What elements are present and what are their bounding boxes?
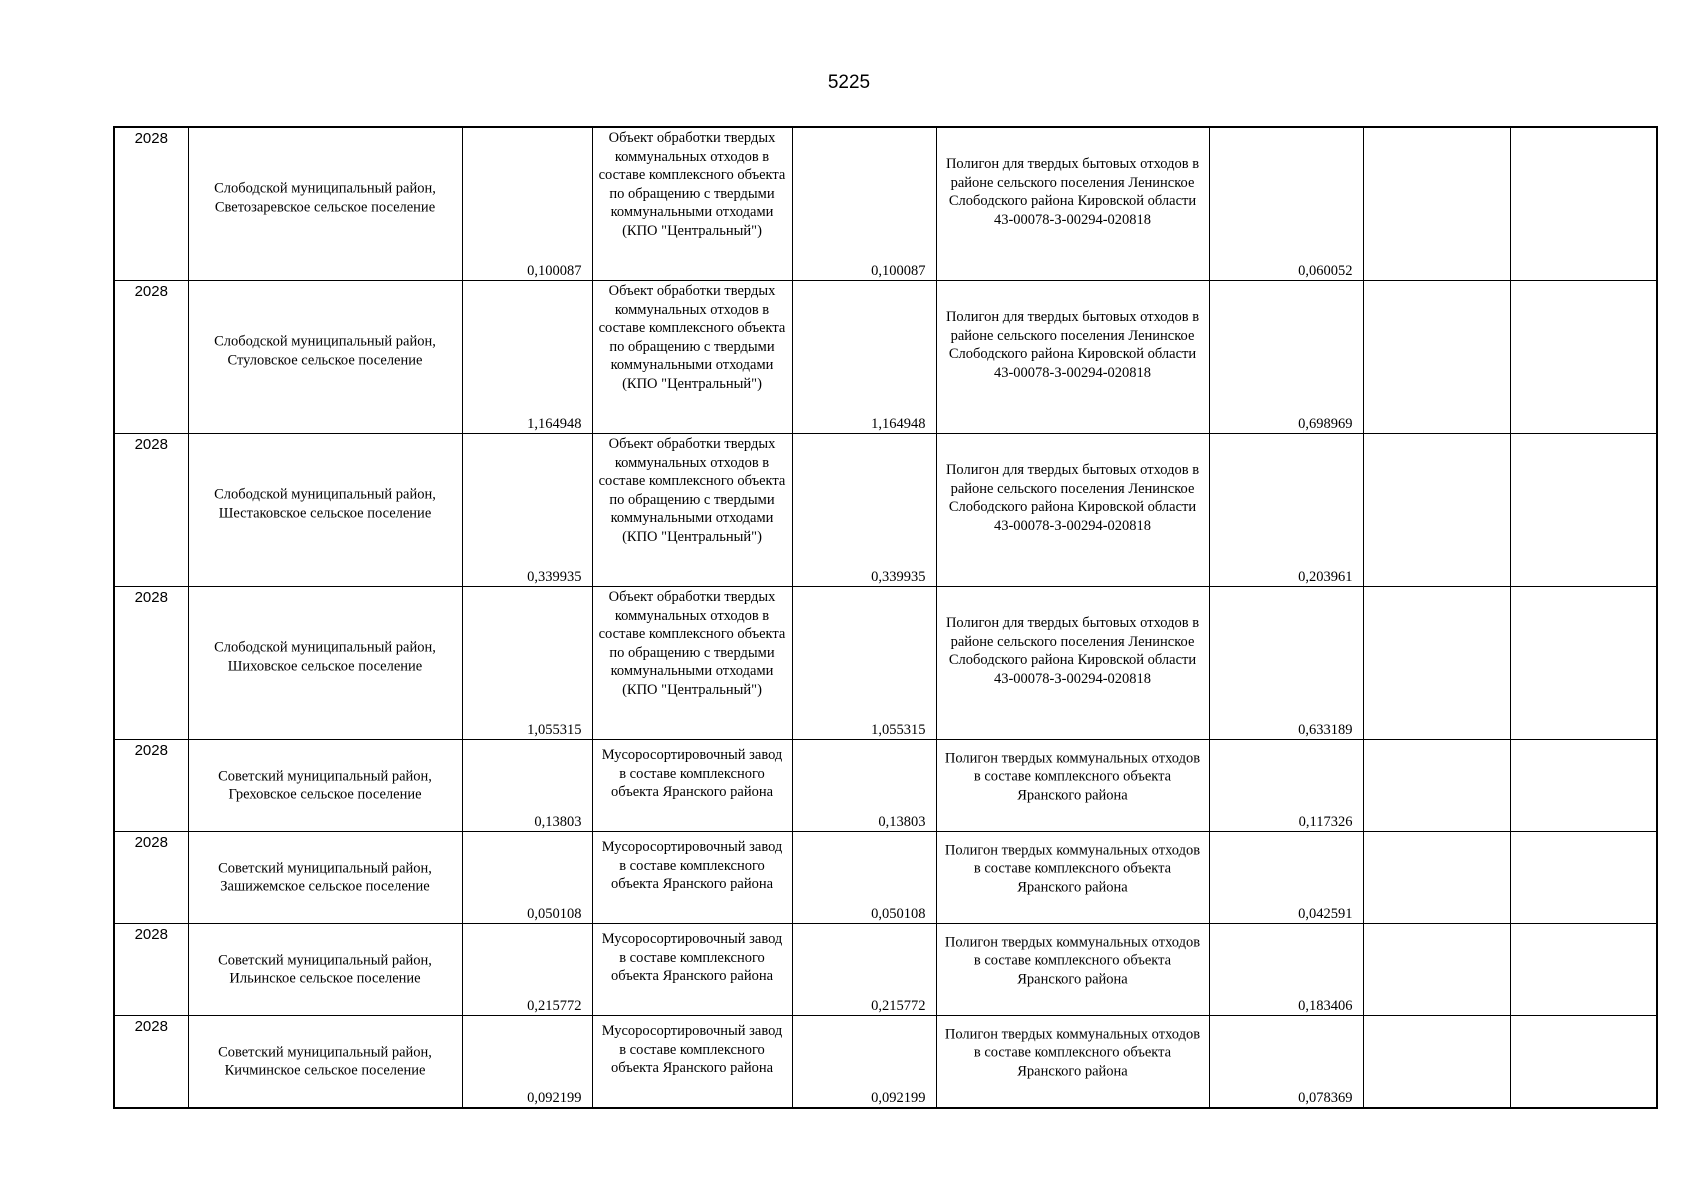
volume-cell xyxy=(462,924,592,1016)
disposal-volume-value: 0,078369 xyxy=(1298,1089,1353,1106)
empty-cell xyxy=(1510,740,1657,832)
volume-value: 0,215772 xyxy=(527,997,582,1014)
municipality-cell xyxy=(188,127,462,281)
empty-cell xyxy=(1363,832,1510,924)
volume-cell xyxy=(462,587,592,740)
municipality-cell xyxy=(188,1016,462,1109)
table-row xyxy=(114,832,1657,924)
year-text: 2028 xyxy=(134,742,168,759)
processing-volume-value: 1,164948 xyxy=(871,415,926,432)
year-text: 2028 xyxy=(134,436,168,453)
year-cell xyxy=(114,832,188,924)
municipality-text: Слободской муниципальный район, Шестаковское сельское поселение xyxy=(214,486,436,522)
disposal-facility-cell xyxy=(936,924,1209,1016)
processing-volume-value: 0,13803 xyxy=(878,813,926,830)
empty-cell xyxy=(1363,924,1510,1016)
disposal-facility-cell xyxy=(936,1016,1209,1109)
year-text: 2028 xyxy=(134,130,168,147)
disposal-facility-text: Полигон для твердых бытовых отходов в районе сельского поселения Ленинское Слободского района Кировской области 43-00078-З-00294-020818 xyxy=(945,156,1200,228)
municipality-text: Советский муниципальный район, Ильинское сельское поселение xyxy=(218,952,432,987)
municipality-text: Советский муниципальный район, Кичминское сельское поселение xyxy=(218,1044,432,1079)
processing-volume-value: 0,339935 xyxy=(871,568,926,585)
table-row xyxy=(114,587,1657,740)
table-row xyxy=(114,1016,1657,1109)
disposal-facility-cell xyxy=(936,281,1209,434)
disposal-facility-cell xyxy=(936,587,1209,740)
processing-facility-cell xyxy=(592,740,792,832)
volume-cell xyxy=(462,127,592,281)
processing-volume-cell xyxy=(792,434,936,587)
empty-cell xyxy=(1363,127,1510,281)
disposal-facility-text: Полигон твердых коммунальных отходов в составе комплексного объекта Яранского района xyxy=(944,1025,1201,1079)
processing-volume-value: 0,100087 xyxy=(871,262,926,279)
processing-facility-text: Объект обработки твердых коммунальных отходов в составе комплексного объекта по обращению с твердыми коммунальными отходами (КПО "Центральный") xyxy=(598,436,786,545)
year-cell xyxy=(114,1016,188,1109)
empty-cell xyxy=(1363,434,1510,587)
empty-cell xyxy=(1510,1016,1657,1109)
empty-cell xyxy=(1510,587,1657,740)
disposal-volume-value: 0,042591 xyxy=(1298,905,1353,922)
processing-facility-text: Мусоросортировочный завод в составе комплексного объекта Яранского района xyxy=(601,931,783,984)
year-cell xyxy=(114,434,188,587)
volume-value: 0,339935 xyxy=(527,568,582,585)
processing-volume-value: 0,092199 xyxy=(871,1089,926,1106)
municipality-text: Слободской муниципальный район, Светозаревское сельское поселение xyxy=(214,180,436,216)
disposal-volume-cell xyxy=(1209,434,1363,587)
processing-facility-text: Мусоросортировочный завод в составе комплексного объекта Яранского района xyxy=(601,839,783,892)
processing-facility-cell xyxy=(592,832,792,924)
disposal-volume-cell xyxy=(1209,587,1363,740)
processing-facility-text: Мусоросортировочный завод в составе комплексного объекта Яранского района xyxy=(601,1023,783,1076)
municipality-text: Советский муниципальный район, Греховское сельское поселение xyxy=(218,768,432,803)
disposal-facility-cell xyxy=(936,832,1209,924)
processing-volume-cell xyxy=(792,924,936,1016)
municipality-cell xyxy=(188,924,462,1016)
processing-facility-text: Объект обработки твердых коммунальных отходов в составе комплексного объекта по обращению с твердыми коммунальными отходами (КПО "Центральный") xyxy=(598,283,786,392)
volume-cell xyxy=(462,740,592,832)
disposal-volume-value: 0,183406 xyxy=(1298,997,1353,1014)
volume-cell xyxy=(462,434,592,587)
year-cell xyxy=(114,587,188,740)
disposal-facility-text: Полигон твердых коммунальных отходов в составе комплексного объекта Яранского района xyxy=(944,841,1201,895)
empty-cell xyxy=(1363,1016,1510,1109)
empty-cell xyxy=(1510,281,1657,434)
empty-cell xyxy=(1510,924,1657,1016)
empty-cell xyxy=(1510,434,1657,587)
processing-facility-cell xyxy=(592,924,792,1016)
page-number: 5225 xyxy=(827,72,871,93)
volume-value: 0,050108 xyxy=(527,905,582,922)
municipality-text: Слободской муниципальный район, Шиховское сельское поселение xyxy=(214,639,436,675)
municipality-cell xyxy=(188,587,462,740)
disposal-volume-value: 0,698969 xyxy=(1298,415,1353,432)
year-text: 2028 xyxy=(134,834,168,851)
disposal-facility-cell xyxy=(936,740,1209,832)
disposal-volume-cell xyxy=(1209,924,1363,1016)
table-row xyxy=(114,281,1657,434)
year-cell xyxy=(114,924,188,1016)
volume-value: 1,164948 xyxy=(527,415,582,432)
year-cell xyxy=(114,281,188,434)
waste-flow-table xyxy=(113,126,1658,1109)
disposal-volume-value: 0,060052 xyxy=(1298,262,1353,279)
disposal-volume-value: 0,633189 xyxy=(1298,721,1353,738)
processing-volume-cell xyxy=(792,832,936,924)
disposal-volume-cell xyxy=(1209,1016,1363,1109)
municipality-text: Советский муниципальный район, Зашижемское сельское поселение xyxy=(218,860,432,895)
volume-value: 0,092199 xyxy=(527,1089,582,1106)
municipality-cell xyxy=(188,281,462,434)
disposal-facility-text: Полигон для твердых бытовых отходов в районе сельского поселения Ленинское Слободского района Кировской области 43-00078-З-00294-020818 xyxy=(945,462,1200,534)
processing-volume-cell xyxy=(792,127,936,281)
processing-facility-text: Объект обработки твердых коммунальных отходов в составе комплексного объекта по обращению с твердыми коммунальными отходами (КПО "Центральный") xyxy=(598,589,786,698)
year-text: 2028 xyxy=(134,589,168,606)
processing-facility-cell xyxy=(592,281,792,434)
municipality-text: Слободской муниципальный район, Стуловское сельское поселение xyxy=(214,333,436,369)
processing-volume-value: 1,055315 xyxy=(871,721,926,738)
table-row xyxy=(114,924,1657,1016)
disposal-volume-cell xyxy=(1209,832,1363,924)
processing-volume-value: 0,050108 xyxy=(871,905,926,922)
disposal-facility-cell xyxy=(936,434,1209,587)
processing-facility-cell xyxy=(592,587,792,740)
volume-cell xyxy=(462,1016,592,1109)
empty-cell xyxy=(1510,832,1657,924)
processing-facility-cell xyxy=(592,434,792,587)
disposal-facility-text: Полигон твердых коммунальных отходов в составе комплексного объекта Яранского района xyxy=(944,749,1201,803)
disposal-facility-text: Полигон для твердых бытовых отходов в районе сельского поселения Ленинское Слободского района Кировской области 43-00078-З-00294-020818 xyxy=(945,309,1200,381)
processing-facility-cell xyxy=(592,127,792,281)
year-text: 2028 xyxy=(134,283,168,300)
municipality-cell xyxy=(188,740,462,832)
volume-value: 0,100087 xyxy=(527,262,582,279)
empty-cell xyxy=(1363,281,1510,434)
volume-value: 1,055315 xyxy=(527,721,582,738)
volume-cell xyxy=(462,281,592,434)
processing-volume-cell xyxy=(792,1016,936,1109)
processing-facility-text: Мусоросортировочный завод в составе комплексного объекта Яранского района xyxy=(601,747,783,800)
disposal-volume-value: 0,203961 xyxy=(1298,568,1353,585)
disposal-volume-value: 0,117326 xyxy=(1298,813,1353,830)
table-row xyxy=(114,740,1657,832)
table-row xyxy=(114,434,1657,587)
disposal-volume-cell xyxy=(1209,127,1363,281)
year-text: 2028 xyxy=(134,1018,168,1035)
processing-volume-value: 0,215772 xyxy=(871,997,926,1014)
volume-value: 0,13803 xyxy=(534,813,582,830)
disposal-facility-text: Полигон для твердых бытовых отходов в районе сельского поселения Ленинское Слободского района Кировской области 43-00078-З-00294-020818 xyxy=(945,615,1200,687)
volume-cell xyxy=(462,832,592,924)
processing-volume-cell xyxy=(792,587,936,740)
empty-cell xyxy=(1510,127,1657,281)
disposal-volume-cell xyxy=(1209,281,1363,434)
processing-facility-text: Объект обработки твердых коммунальных отходов в составе комплексного объекта по обращению с твердыми коммунальными отходами (КПО "Центральный") xyxy=(598,130,786,239)
empty-cell xyxy=(1363,740,1510,832)
municipality-cell xyxy=(188,434,462,587)
processing-volume-cell xyxy=(792,740,936,832)
empty-cell xyxy=(1363,587,1510,740)
year-cell xyxy=(114,127,188,281)
disposal-facility-cell xyxy=(936,127,1209,281)
processing-volume-cell xyxy=(792,281,936,434)
year-text: 2028 xyxy=(134,926,168,943)
disposal-volume-cell xyxy=(1209,740,1363,832)
year-cell xyxy=(114,740,188,832)
table-row xyxy=(114,127,1657,281)
municipality-cell xyxy=(188,832,462,924)
disposal-facility-text: Полигон твердых коммунальных отходов в составе комплексного объекта Яранского района xyxy=(944,933,1201,987)
processing-facility-cell xyxy=(592,1016,792,1109)
